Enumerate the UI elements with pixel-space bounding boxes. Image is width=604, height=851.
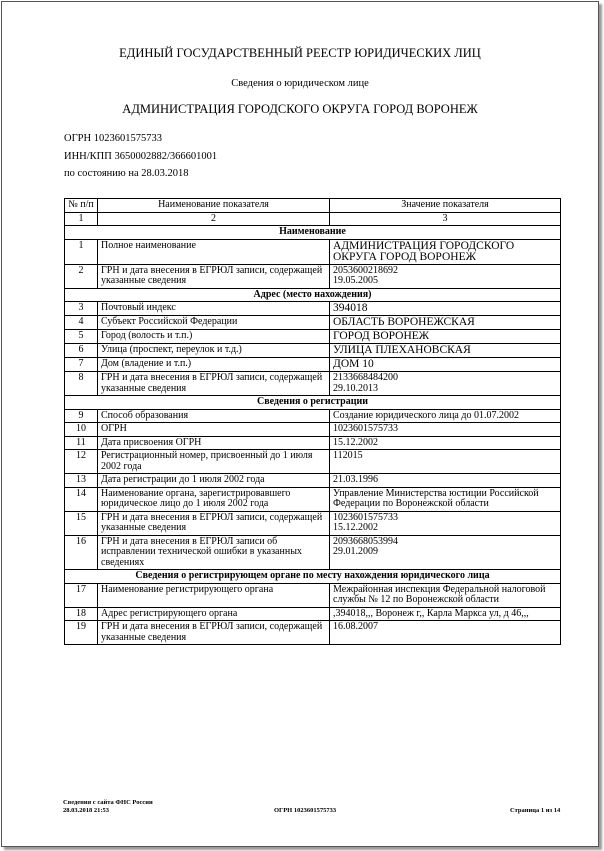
row-number: 12 bbox=[65, 450, 98, 474]
section-address: Адрес (место нахождения) bbox=[65, 288, 561, 302]
table-row bbox=[65, 511, 561, 535]
row-label: Наименование органа, зарегистрировавшего юридическое лицо до 1 июля 2002 года bbox=[98, 487, 330, 511]
row-value: 1023601575733 bbox=[330, 423, 561, 437]
row-value: 2093668053994 29.01.2009 bbox=[330, 535, 561, 570]
table-row bbox=[65, 607, 561, 621]
row-value: 2053600218692 19.05.2005 bbox=[330, 264, 561, 288]
organization-name: АДМИНИСТРАЦИЯ ГОРОДСКОГО ОКРУГА ГОРОД ВОРОНЕЖ bbox=[122, 102, 478, 116]
table-row bbox=[65, 436, 561, 450]
row-label: ГРН и дата внесения в ЕГРЮЛ записи, содержащей указанные сведения bbox=[98, 264, 330, 288]
row-number: 7 bbox=[65, 358, 98, 372]
row-number: 11 bbox=[65, 436, 98, 450]
row-label: ГРН и дата внесения в ЕГРЮЛ записи об исправлении технической ошибки в указанных сведениях bbox=[98, 535, 330, 570]
row-number: 2 bbox=[65, 264, 98, 288]
row-label: ГРН и дата внесения в ЕГРЮЛ записи, содержащей указанные сведения bbox=[98, 511, 330, 535]
row-number: 5 bbox=[65, 330, 98, 344]
row-value: ОБЛАСТЬ ВОРОНЕЖСКАЯ bbox=[330, 316, 561, 330]
table-colnum-row bbox=[65, 212, 561, 226]
row-label: Город (волость и т.п.) bbox=[98, 330, 330, 344]
row-label: Регистрационный номер, присвоенный до 1 июля 2002 года bbox=[98, 450, 330, 474]
date-line: по состоянию на 28.03.2018 bbox=[64, 168, 189, 179]
document-subtitle: Сведения о юридическом лице bbox=[231, 78, 369, 89]
row-value: 1023601575733 15.12.2002 bbox=[330, 511, 561, 535]
row-label: ГРН и дата внесения в ЕГРЮЛ записи, содержащей указанные сведения bbox=[98, 621, 330, 645]
row-value: 21.03.1996 bbox=[330, 474, 561, 488]
footer-page: Страница 1 из 14 bbox=[510, 807, 561, 814]
row-value: Управление Министерства юстиции Российской Федерации по Воронежской области bbox=[330, 487, 561, 511]
row-number: 15 bbox=[65, 511, 98, 535]
row-value: 394018 bbox=[330, 302, 561, 316]
row-number: 10 bbox=[65, 423, 98, 437]
row-value: 16.08.2007 bbox=[330, 621, 561, 645]
table-row bbox=[65, 358, 561, 372]
table-row bbox=[65, 583, 561, 607]
row-label: Способ образования bbox=[98, 409, 330, 423]
row-number: 1 bbox=[65, 239, 98, 264]
row-label: ГРН и дата внесения в ЕГРЮЛ записи, содержащей указанные сведения bbox=[98, 372, 330, 396]
table-row bbox=[65, 409, 561, 423]
inn-kpp-line: ИНН/КПП 3650002882/366601001 bbox=[64, 151, 218, 162]
section-row bbox=[65, 226, 561, 240]
section-reg-authority: Сведения о регистрирующем органе по месту нахождения юридического лица bbox=[65, 570, 561, 584]
table-row bbox=[65, 316, 561, 330]
row-number: 14 bbox=[65, 487, 98, 511]
section-registration: Сведения о регистрации bbox=[65, 396, 561, 410]
rows-group-2 bbox=[65, 302, 561, 396]
table-row bbox=[65, 344, 561, 358]
row-number: 18 bbox=[65, 607, 98, 621]
table-row bbox=[65, 474, 561, 488]
row-label: ОГРН bbox=[98, 423, 330, 437]
row-value: ДОМ 10 bbox=[330, 358, 561, 372]
row-value: УЛИЦА ПЛЕХАНОВСКАЯ bbox=[330, 344, 561, 358]
colnum-3: 3 bbox=[330, 212, 561, 226]
row-value: ,394018,,, Воронеж г,, Карла Маркса ул, д 46,,, bbox=[330, 607, 561, 621]
row-value: ГОРОД ВОРОНЕЖ bbox=[330, 330, 561, 344]
table-row bbox=[65, 487, 561, 511]
document-page bbox=[1, 1, 599, 847]
header-indicator: Наименование показателя bbox=[98, 199, 330, 213]
row-value: АДМИНИСТРАЦИЯ ГОРОДСКОГО ОКРУГА ГОРОД ВОРОНЕЖ bbox=[330, 239, 561, 264]
row-number: 8 bbox=[65, 372, 98, 396]
footer-datetime: 28.03.2018 21:53 bbox=[63, 807, 110, 814]
rows-group-4 bbox=[65, 583, 561, 645]
row-number: 13 bbox=[65, 474, 98, 488]
row-label: Дата регистрации до 1 июля 2002 года bbox=[98, 474, 330, 488]
row-label: Дом (владение и т.п.) bbox=[98, 358, 330, 372]
table-row bbox=[65, 264, 561, 288]
header-number: № п/п bbox=[65, 199, 98, 213]
row-label: Наименование регистрирующего органа bbox=[98, 583, 330, 607]
document-title: ЕДИНЫЙ ГОСУДАРСТВЕННЫЙ РЕЕСТР ЮРИДИЧЕСКИХ ЛИЦ bbox=[119, 46, 481, 60]
table-row bbox=[65, 423, 561, 437]
rows-group-1 bbox=[65, 239, 561, 288]
row-number: 6 bbox=[65, 344, 98, 358]
data-table bbox=[64, 198, 561, 645]
row-value: 2133668484200 29.10.2013 bbox=[330, 372, 561, 396]
row-number: 4 bbox=[65, 316, 98, 330]
footer-ogrn: ОГРН 1023601575733 bbox=[274, 807, 337, 814]
table-header-row bbox=[65, 199, 561, 213]
section-name: Наименование bbox=[65, 226, 561, 240]
footer-source: Сведения с сайта ФНС России bbox=[63, 799, 153, 806]
row-number: 16 bbox=[65, 535, 98, 570]
section-row bbox=[65, 396, 561, 410]
row-value: 112015 bbox=[330, 450, 561, 474]
colnum-1: 1 bbox=[65, 212, 98, 226]
row-number: 3 bbox=[65, 302, 98, 316]
row-label: Полное наименование bbox=[98, 239, 330, 264]
section-row bbox=[65, 570, 561, 584]
ogrn-line: ОГРН 1023601575733 bbox=[64, 133, 162, 144]
table-row bbox=[65, 302, 561, 316]
row-value: Создание юридического лица до 01.07.2002 bbox=[330, 409, 561, 423]
row-number: 9 bbox=[65, 409, 98, 423]
table-row bbox=[65, 372, 561, 396]
rows-group-3 bbox=[65, 409, 561, 570]
table-row bbox=[65, 239, 561, 264]
row-label: Субъект Российской Федерации bbox=[98, 316, 330, 330]
row-label: Дата присвоения ОГРН bbox=[98, 436, 330, 450]
colnum-2: 2 bbox=[98, 212, 330, 226]
row-value: 15.12.2002 bbox=[330, 436, 561, 450]
table-row bbox=[65, 450, 561, 474]
row-label: Улица (проспект, переулок и т.д.) bbox=[98, 344, 330, 358]
table-row bbox=[65, 535, 561, 570]
header-value: Значение показателя bbox=[330, 199, 561, 213]
row-number: 19 bbox=[65, 621, 98, 645]
row-value: Межрайонная инспекция Федеральной налоговой службы № 12 по Воронежской области bbox=[330, 583, 561, 607]
section-row bbox=[65, 288, 561, 302]
table-row bbox=[65, 330, 561, 344]
row-label: Почтовый индекс bbox=[98, 302, 330, 316]
row-number: 17 bbox=[65, 583, 98, 607]
row-label: Адрес регистрирующего органа bbox=[98, 607, 330, 621]
table-row bbox=[65, 621, 561, 645]
